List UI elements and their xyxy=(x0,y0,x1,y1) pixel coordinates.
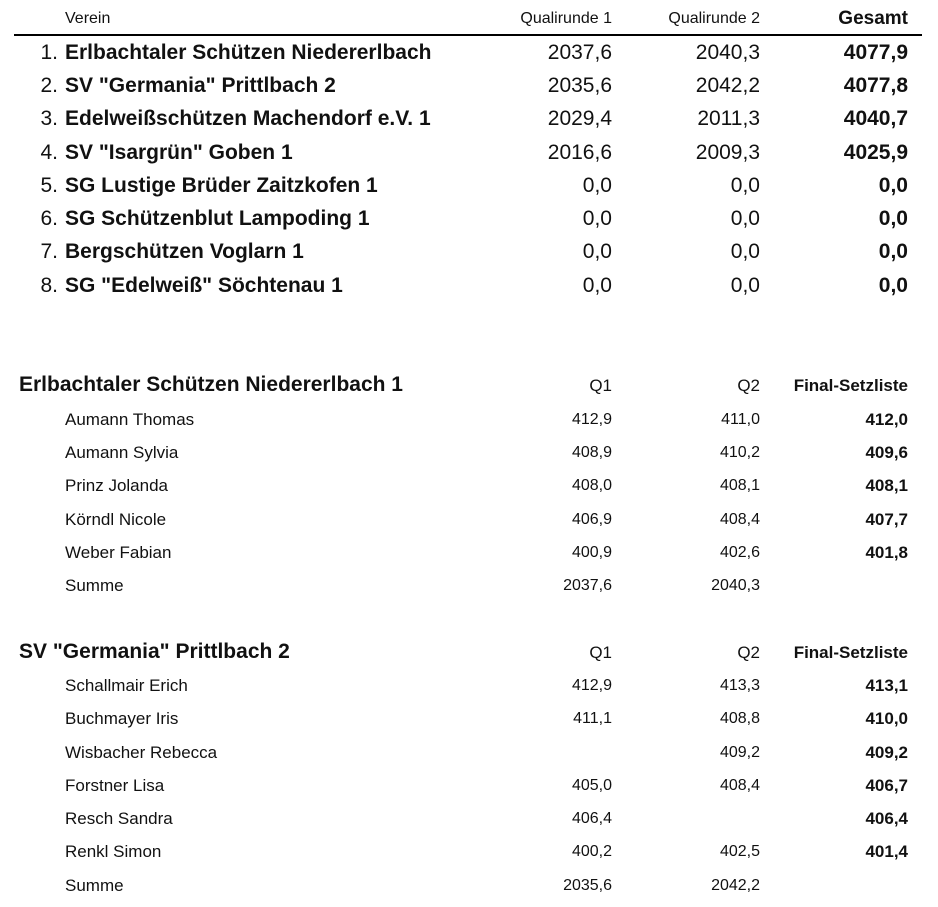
team-q1-header: Q1 xyxy=(589,376,612,395)
ranking-q1: 0,0 xyxy=(582,207,612,230)
ranking-total: 4025,9 xyxy=(843,141,908,164)
shooter-name: Buchmayer Iris xyxy=(65,709,179,728)
shooter-final: 401,8 xyxy=(865,543,908,562)
header-verein: Verein xyxy=(65,10,111,27)
shooter-q2: 413,3 xyxy=(719,677,760,694)
ranking-rank: 8. xyxy=(40,274,58,297)
ranking-total: 4077,9 xyxy=(843,41,908,64)
ranking-q1: 2037,6 xyxy=(547,41,612,64)
ranking-club-name: SV "Germania" Prittlbach 2 xyxy=(65,74,336,97)
sum-q2: 2040,3 xyxy=(711,577,760,594)
ranking-q2: 2042,2 xyxy=(695,74,760,97)
ranking-q2: 2011,3 xyxy=(697,107,760,130)
shooter-final: 409,6 xyxy=(865,443,908,462)
shooter-q1: 412,9 xyxy=(571,677,612,694)
ranking-q1: 2035,6 xyxy=(547,74,612,97)
shooter-q2: 409,2 xyxy=(719,744,760,761)
shooter-q2: 408,4 xyxy=(719,777,760,794)
ranking-rank: 4. xyxy=(40,141,58,164)
shooter-q1: 405,0 xyxy=(571,777,612,794)
ranking-q2: 2009,3 xyxy=(695,141,760,164)
header-gesamt: Gesamt xyxy=(838,8,908,29)
shooter-name: Aumann Thomas xyxy=(65,410,195,429)
shooter-q1: 406,4 xyxy=(571,810,612,827)
ranking-total: 0,0 xyxy=(878,240,908,263)
sum-q1: 2037,6 xyxy=(563,577,612,594)
ranking-total: 0,0 xyxy=(878,174,908,197)
team-q2-header: Q2 xyxy=(737,376,760,395)
shooter-q1: 400,9 xyxy=(571,544,612,561)
shooter-final: 401,4 xyxy=(865,842,908,861)
ranking-total: 4077,8 xyxy=(843,74,908,97)
ranking-q1: 2016,6 xyxy=(547,141,612,164)
ranking-club-name: Edelweißschützen Machendorf e.V. 1 xyxy=(65,107,431,130)
ranking-total: 0,0 xyxy=(878,274,908,297)
sum-q2: 2042,2 xyxy=(711,877,760,894)
ranking-q2: 2040,3 xyxy=(695,41,760,64)
ranking-club-name: SG "Edelweiß" Söchtenau 1 xyxy=(65,274,343,297)
header-qualirunde-1: Qualirunde 1 xyxy=(520,10,612,27)
ranking-club-name: Bergschützen Voglarn 1 xyxy=(65,240,304,263)
ranking-club-name: Erlbachtaler Schützen Niedererlbach xyxy=(65,41,432,64)
ranking-rank: 7. xyxy=(40,240,58,263)
shooter-final: 407,7 xyxy=(865,510,908,529)
shooter-q1: 408,0 xyxy=(571,477,612,494)
shooter-q2: 408,8 xyxy=(719,710,760,727)
ranking-q2: 0,0 xyxy=(730,207,760,230)
team-q1-header: Q1 xyxy=(589,643,612,662)
shooter-q1: 408,9 xyxy=(571,444,612,461)
shooter-final: 406,4 xyxy=(865,809,908,828)
shooter-final: 406,7 xyxy=(865,776,908,795)
sum-label: Summe xyxy=(65,876,124,895)
ranking-q2: 0,0 xyxy=(730,274,760,297)
shooter-q1: 412,9 xyxy=(571,411,612,428)
ranking-rank: 3. xyxy=(40,107,58,130)
ranking-club-name: SG Lustige Brüder Zaitzkofen 1 xyxy=(65,174,378,197)
shooter-q2: 411,0 xyxy=(721,411,760,428)
ranking-q1: 0,0 xyxy=(582,274,612,297)
shooter-q2: 408,1 xyxy=(719,477,760,494)
header-divider xyxy=(14,34,922,36)
ranking-club-name: SG Schützenblut Lampoding 1 xyxy=(65,207,370,230)
shooter-name: Weber Fabian xyxy=(65,543,172,562)
shooter-q1: 400,2 xyxy=(571,843,612,860)
shooter-q2: 408,4 xyxy=(719,511,760,528)
team-final-header: Final-Setzliste xyxy=(793,376,908,395)
team-final-header: Final-Setzliste xyxy=(793,643,908,662)
ranking-q1: 2029,4 xyxy=(547,107,612,130)
sum-q1: 2035,6 xyxy=(563,877,612,894)
ranking-total: 4040,7 xyxy=(843,107,908,130)
shooter-name: Wisbacher Rebecca xyxy=(65,743,218,762)
shooter-final: 408,1 xyxy=(865,476,908,495)
ranking-rank: 5. xyxy=(40,174,58,197)
shooter-q2: 402,6 xyxy=(719,544,760,561)
team-title: Erlbachtaler Schützen Niedererlbach 1 xyxy=(19,373,403,396)
ranking-rank: 2. xyxy=(40,74,58,97)
shooter-name: Prinz Jolanda xyxy=(65,476,169,495)
shooter-final: 409,2 xyxy=(865,743,908,762)
shooter-name: Forstner Lisa xyxy=(65,776,165,795)
shooter-q2: 410,2 xyxy=(719,444,760,461)
shooter-name: Schallmair Erich xyxy=(65,676,188,695)
shooter-name: Renkl Simon xyxy=(65,842,162,861)
header-qualirunde-2: Qualirunde 2 xyxy=(668,10,760,27)
shooter-name: Aumann Sylvia xyxy=(65,443,179,462)
team-q2-header: Q2 xyxy=(737,643,760,662)
ranking-rank: 6. xyxy=(40,207,58,230)
ranking-total: 0,0 xyxy=(878,207,908,230)
ranking-club-name: SV "Isargrün" Goben 1 xyxy=(65,141,293,164)
shooter-final: 412,0 xyxy=(865,410,908,429)
ranking-q1: 0,0 xyxy=(582,174,612,197)
sum-label: Summe xyxy=(65,576,124,595)
ranking-q1: 0,0 xyxy=(582,240,612,263)
ranking-rank: 1. xyxy=(40,41,58,64)
team-title: SV "Germania" Prittlbach 2 xyxy=(19,640,290,663)
shooter-q1: 406,9 xyxy=(571,511,612,528)
shooter-name: Körndl Nicole xyxy=(65,510,167,529)
shooter-final: 413,1 xyxy=(865,676,908,695)
ranking-q2: 0,0 xyxy=(730,174,760,197)
ranking-q2: 0,0 xyxy=(730,240,760,263)
shooter-q1: 411,1 xyxy=(573,710,612,727)
shooter-q2: 402,5 xyxy=(719,843,760,860)
shooter-final: 410,0 xyxy=(865,709,908,728)
shooter-name: Resch Sandra xyxy=(65,809,173,828)
